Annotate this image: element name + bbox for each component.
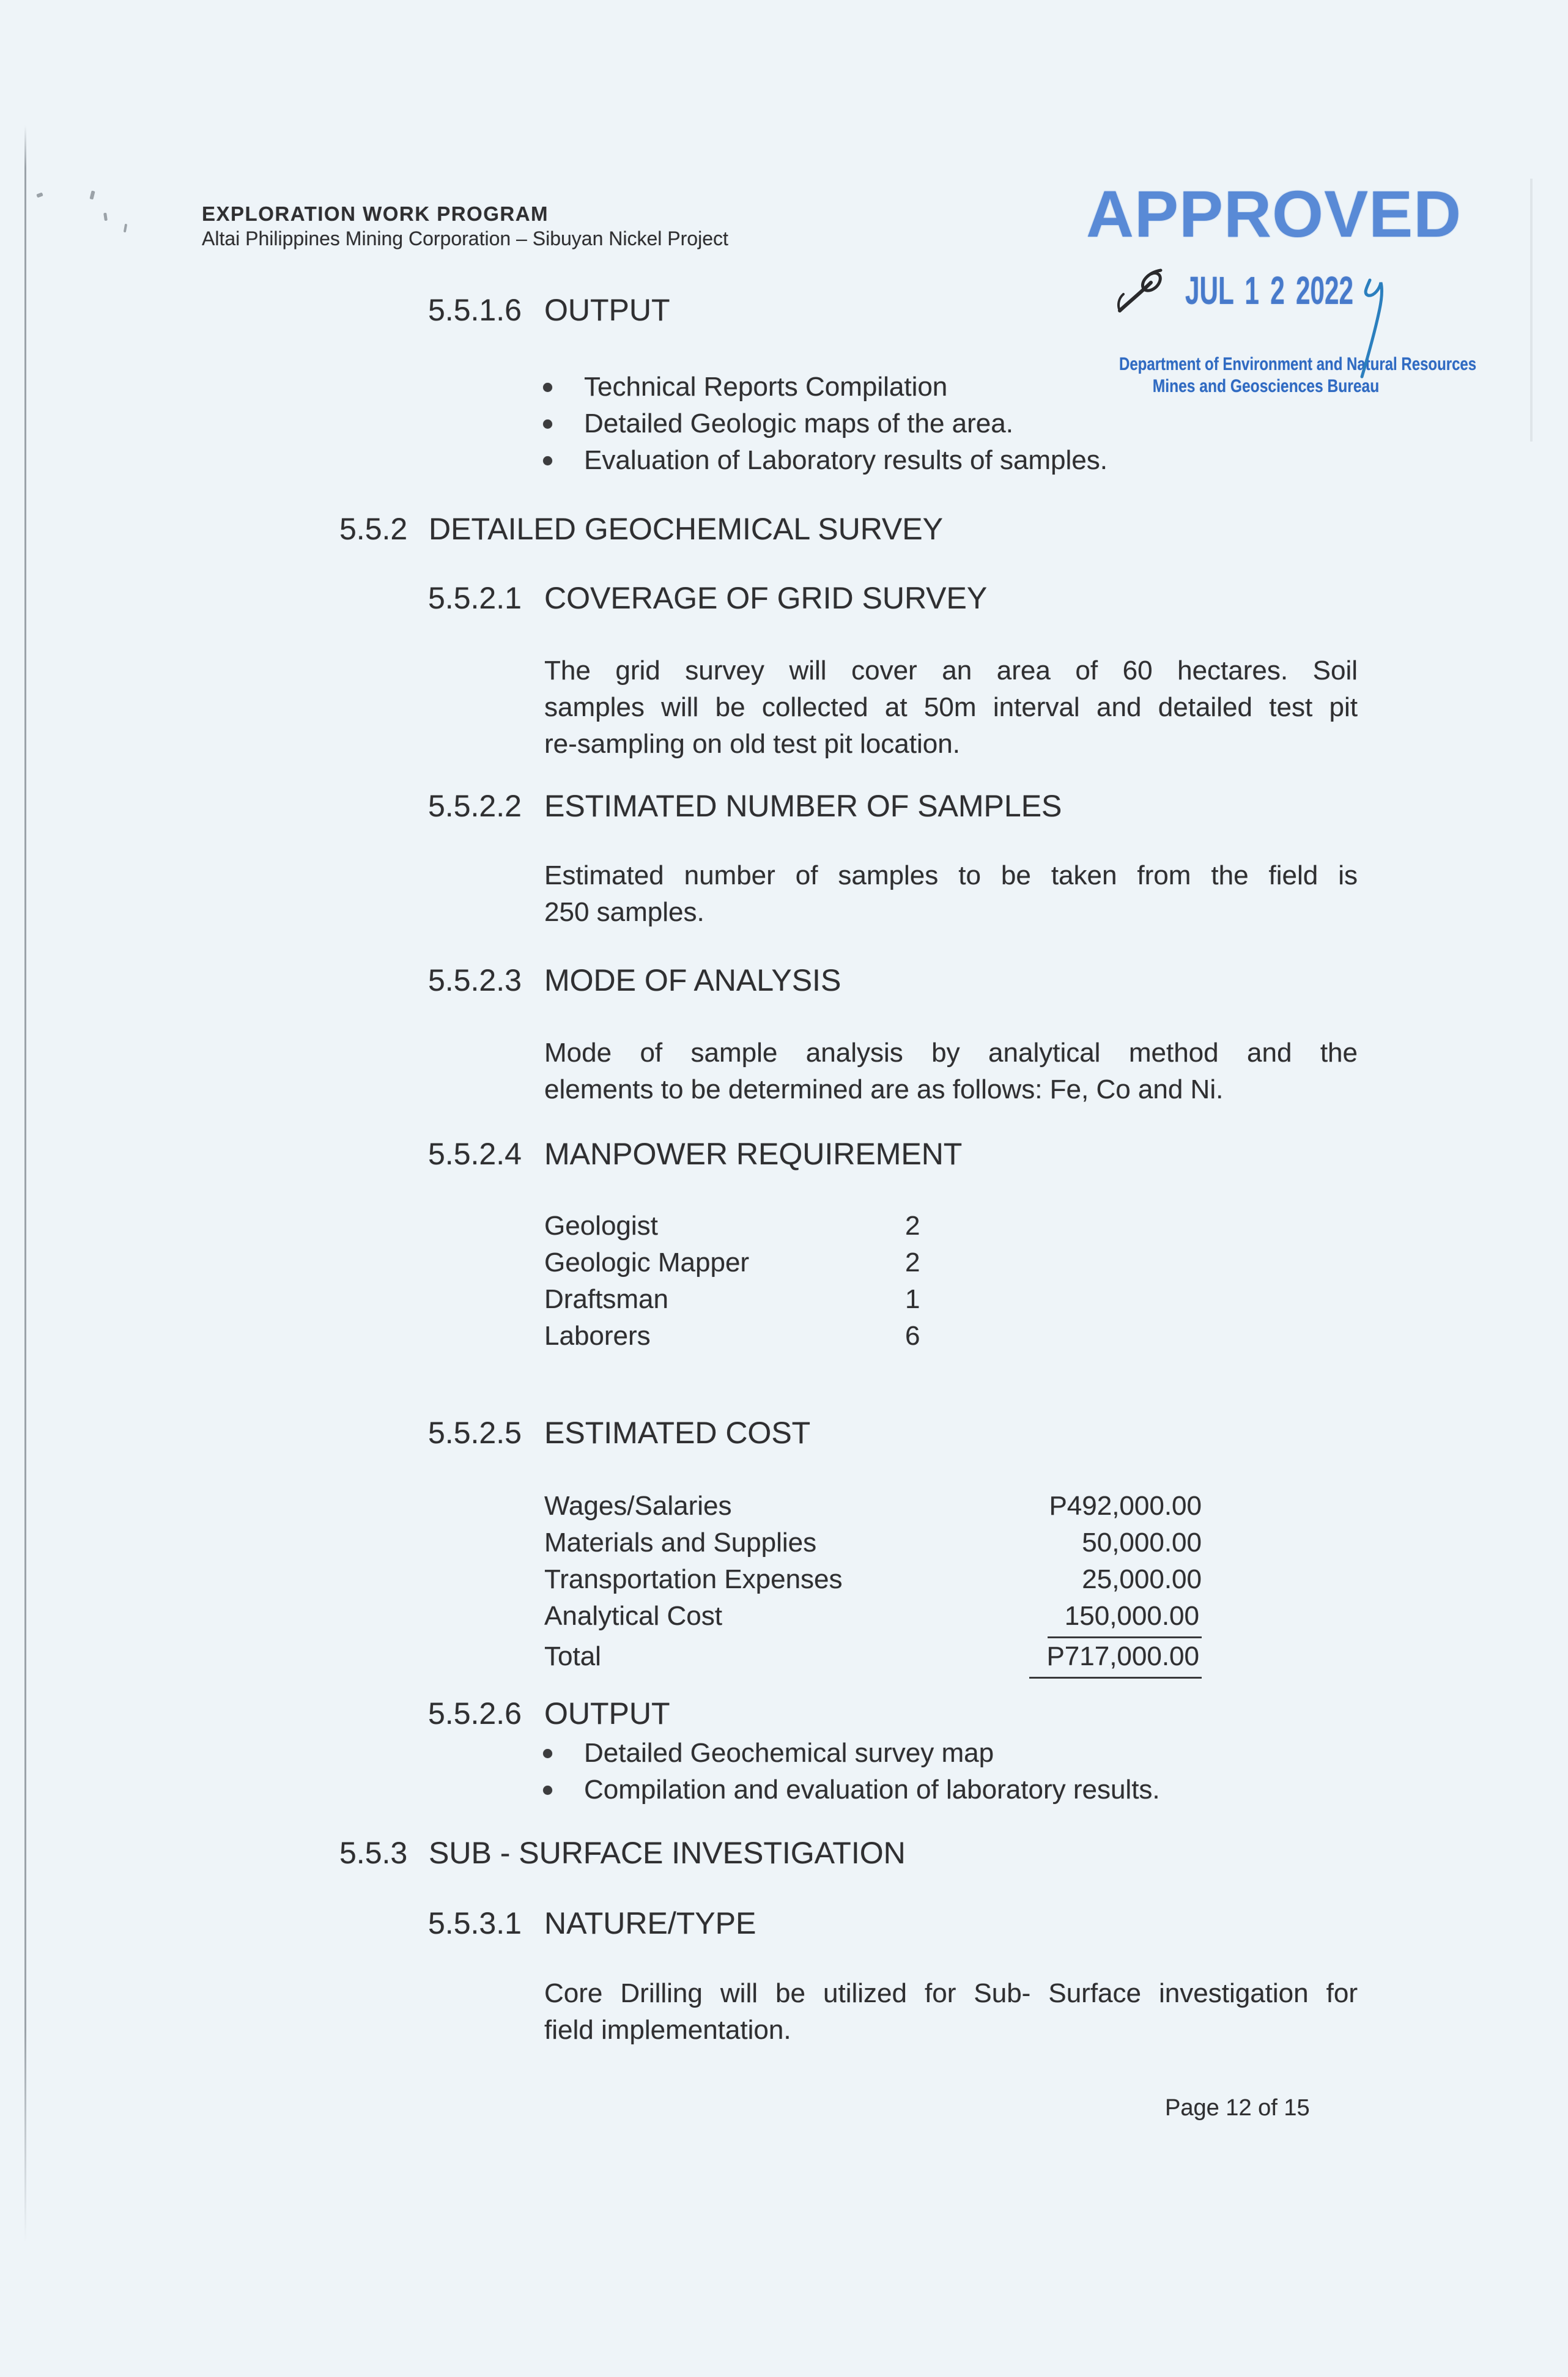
list-item-text: Detailed Geochemical survey map [584, 1738, 994, 1768]
manpower-role: Geologist [544, 1211, 658, 1241]
manpower-count: 2 [905, 1211, 920, 1241]
section-title: SUB - SURFACE INVESTIGATION [429, 1836, 906, 1870]
section-heading-5531 [428, 1905, 756, 1942]
paragraph-line: Estimated number of samples to be taken from the field is [544, 860, 1358, 890]
section-title: MANPOWER REQUIREMENT [544, 1137, 963, 1171]
manpower-count: 1 [905, 1284, 920, 1314]
scan-speck [36, 192, 43, 198]
document-header [202, 202, 728, 251]
table-row [544, 1525, 1202, 1561]
document-title: EXPLORATION WORK PROGRAM [202, 202, 549, 225]
paragraph-line: Mode of sample analysis by analytical method and the [544, 1038, 1358, 1068]
section-number: 5.5.2.2 [428, 789, 522, 823]
section-title: ESTIMATED NUMBER OF SAMPLES [544, 789, 1062, 823]
manpower-count: 6 [905, 1321, 920, 1351]
list-item-text: Compilation and evaluation of laboratory results. [584, 1775, 1160, 1805]
list-item-text: Technical Reports Compilation [584, 372, 948, 402]
cost-table [544, 1488, 1202, 1679]
cost-item: Materials and Supplies [544, 1528, 817, 1558]
list-item-text: Evaluation of Laboratory results of samples. [584, 445, 1108, 475]
manpower-role: Laborers [544, 1321, 651, 1351]
stamp-agency-line1: Department of Environment and Natural Resources [1119, 354, 1477, 374]
paragraph-line: 250 samples. [544, 897, 704, 927]
section-title: COVERAGE OF GRID SURVEY [544, 581, 988, 615]
paragraph-line: The grid survey will cover an area of 60 hectares. Soil [544, 656, 1358, 686]
manpower-role: Draftsman [544, 1284, 668, 1314]
output-bullet-list-2 [538, 1735, 1160, 1808]
section-heading-5521 [428, 580, 987, 616]
list-item [538, 1735, 1160, 1772]
manpower-role: Geologic Mapper [544, 1248, 750, 1277]
section-title: NATURE/TYPE [544, 1906, 756, 1940]
cost-amount [887, 1638, 1202, 1679]
cost-amount-value: 150,000.00 [1048, 1598, 1202, 1638]
scan-speck [124, 224, 127, 232]
table-row [544, 1598, 1202, 1638]
cost-amount-value: P717,000.00 [1029, 1638, 1202, 1679]
scan-speck [103, 213, 108, 221]
section-number: 5.5.2.6 [428, 1696, 522, 1731]
section-heading-5525 [428, 1414, 810, 1451]
stamp-date: JUL 1 2 2022 [1185, 268, 1353, 312]
cost-amount-value: P492,000.00 [1049, 1491, 1202, 1521]
scan-speck [89, 190, 95, 199]
cost-item: Total [544, 1641, 601, 1671]
section-number: 5.5.2.1 [428, 581, 522, 615]
table-row [544, 1208, 954, 1244]
scan-fold-line [24, 125, 26, 2242]
paragraph-line: field implementation. [544, 2015, 791, 2045]
signature-marks [1082, 257, 1477, 416]
paragraph-line: elements to be determined are as follows: Fe, Co and Ni. [544, 1074, 1224, 1104]
cost-item: Transportation Expenses [544, 1564, 843, 1594]
cost-amount [887, 1488, 1202, 1525]
section-heading-5516 [428, 292, 670, 328]
section-number: 5.5.3.1 [428, 1906, 522, 1940]
section-heading-552 [339, 511, 943, 547]
manpower-table [544, 1208, 954, 1355]
section-number: 5.5.2.3 [428, 963, 522, 997]
paragraph-line: samples will be collected at 50m interval and detailed test pit [544, 692, 1358, 722]
section-title: ESTIMATED COST [544, 1416, 811, 1450]
section-title: DETAILED GEOCHEMICAL SURVEY [429, 512, 943, 546]
section-title: MODE OF ANALYSIS [544, 963, 841, 997]
approved-stamp-text: APPROVED [1086, 177, 1462, 251]
section-heading-5523 [428, 962, 841, 999]
table-row-total [544, 1638, 1202, 1679]
section-number: 5.5.2.4 [428, 1137, 522, 1171]
paragraph-samples [544, 857, 1358, 931]
cost-amount-value: 50,000.00 [1082, 1528, 1202, 1558]
table-row [544, 1488, 1202, 1525]
section-number: 5.5.2 [339, 512, 408, 546]
manpower-count: 2 [905, 1248, 920, 1277]
cost-amount [887, 1561, 1202, 1598]
table-row [544, 1244, 954, 1281]
document-subtitle: Altai Philippines Mining Corporation – Sibuyan Nickel Project [202, 227, 728, 250]
section-number: 5.5.3 [339, 1836, 408, 1870]
section-heading-5526 [428, 1695, 670, 1732]
table-row [544, 1281, 954, 1318]
list-item [538, 405, 1108, 442]
cost-item: Analytical Cost [544, 1601, 723, 1631]
table-row [544, 1561, 1202, 1598]
section-title: OUTPUT [544, 293, 670, 327]
section-title: OUTPUT [544, 1696, 670, 1731]
scan-streak [1530, 179, 1533, 442]
list-item-text: Detailed Geologic maps of the area. [584, 408, 1013, 438]
paragraph-core-drilling [544, 1975, 1358, 2049]
cost-amount [887, 1598, 1202, 1638]
table-row [544, 1318, 954, 1355]
section-number: 5.5.2.5 [428, 1416, 522, 1450]
paragraph-mode-analysis [544, 1035, 1358, 1108]
section-number: 5.5.1.6 [428, 293, 522, 327]
paragraph-line: Core Drilling will be utilized for Sub- Surface investigation for [544, 1978, 1358, 2008]
paragraph-line: re-sampling on old test pit location. [544, 729, 960, 759]
output-bullet-list-1 [538, 369, 1108, 479]
section-heading-553 [339, 1835, 906, 1871]
stamp-agency-line2: Mines and Geosciences Bureau [1152, 376, 1380, 396]
cost-item: Wages/Salaries [544, 1491, 732, 1521]
list-item [538, 369, 1108, 405]
paragraph-grid-survey [544, 652, 1358, 763]
page-number: Page 12 of 15 [1165, 2095, 1310, 2121]
list-item [538, 442, 1108, 479]
list-item [538, 1772, 1160, 1808]
section-heading-5524 [428, 1136, 962, 1172]
section-heading-5522 [428, 788, 1062, 824]
cost-amount-value: 25,000.00 [1082, 1564, 1202, 1594]
cost-amount [887, 1525, 1202, 1561]
